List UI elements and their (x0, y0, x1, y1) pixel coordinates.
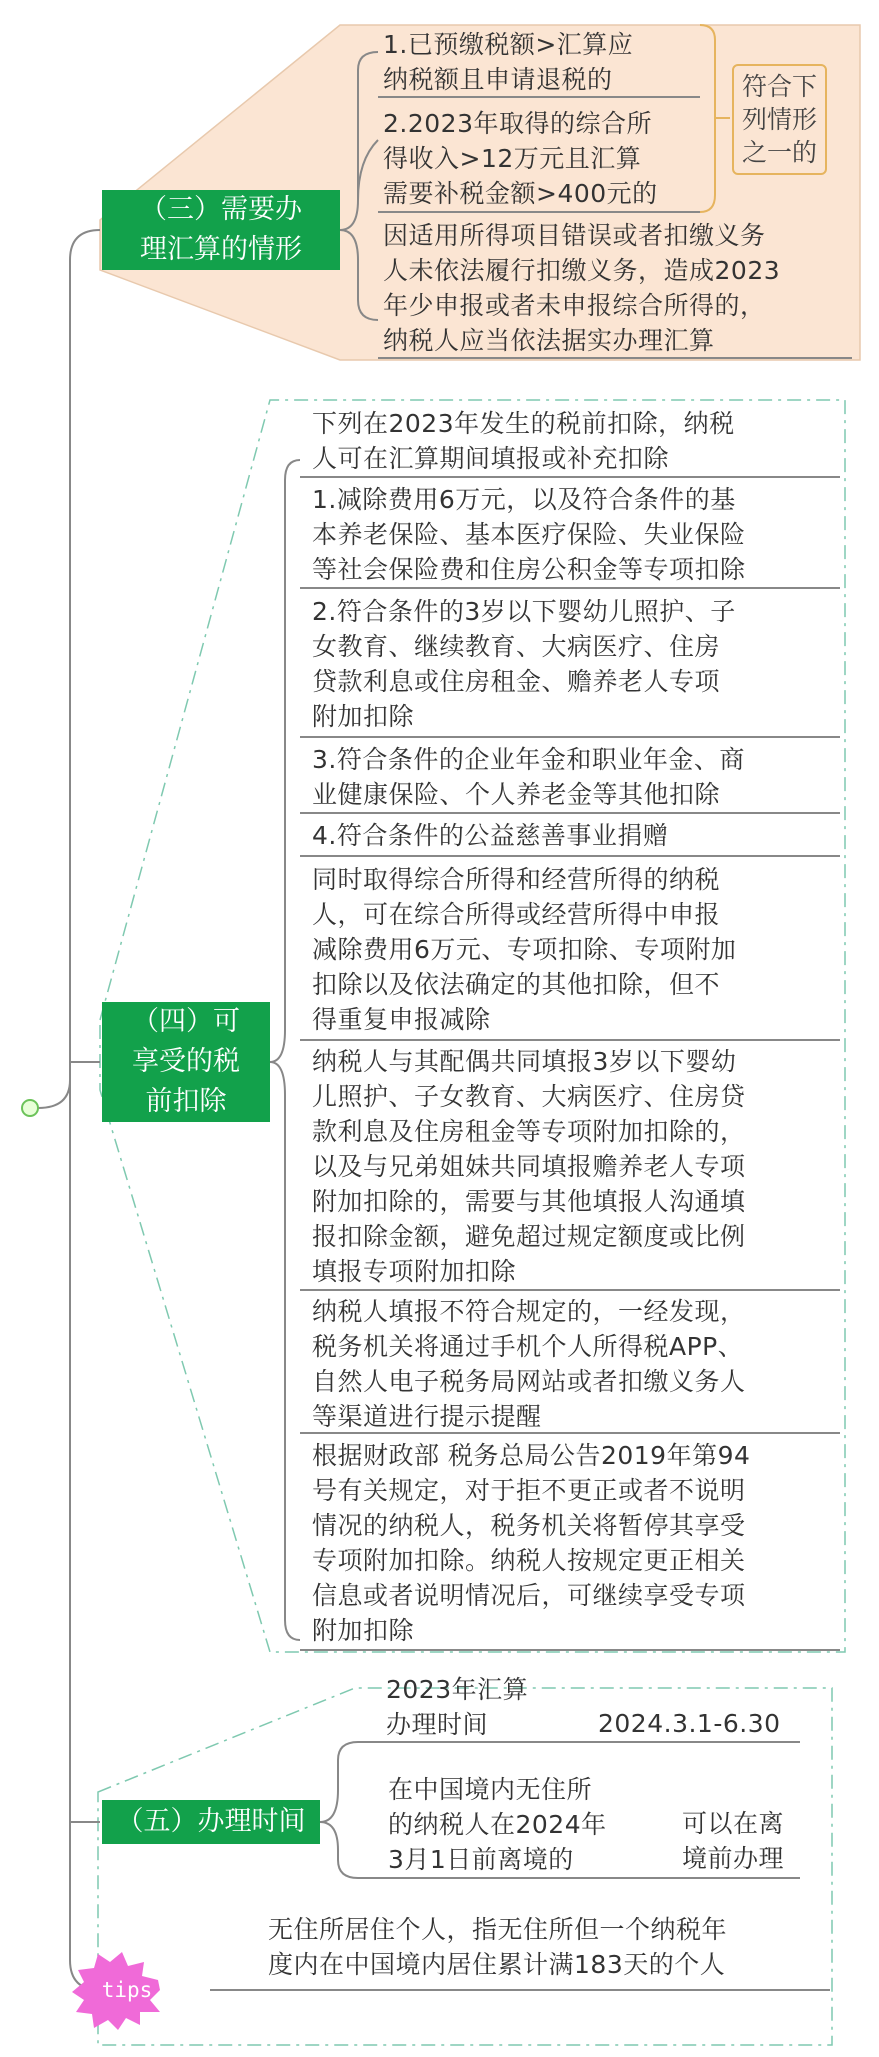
section4-item-2: 2.符合条件的3岁以下婴幼儿照护、子 女教育、继续教育、大病医疗、住房 贷款利息或住房租金、赡养老人专项 附加扣除 (312, 597, 736, 731)
section5-row2-value: 可以在离 境前办理 (682, 1809, 785, 1873)
tips-badge[interactable]: tips (101, 1978, 153, 2002)
section5-row1-value: 2024.3.1-6.30 (598, 1709, 781, 1738)
section4-item-1: 1.减除费用6万元，以及符合条件的基 本养老保险、基本医疗保险、失业保险 等社会保险费和住房公积金等专项扣除 (312, 485, 746, 584)
section4-item-7: 纳税人填报不符合规定的，一经发现， 税务机关将通过手机个人所得税APP、 自然人电子税务局网站或者扣缴义务人 等渠道进行提示提醒 (312, 1297, 746, 1431)
section4-title[interactable]: （四）可 享受的税 前扣除 (102, 1002, 270, 1122)
section3-bracket-label: 符合下 列情形 之一的 (732, 64, 827, 175)
section4-item-8: 根据财政部 税务总局公告2019年第94 号有关规定，对于拒不更正或者不说明 情况的纳税人，税务机关将暂停其享受 专项附加扣除。纳税人按规定更正相关 信息或者说明情况后，可继续享受专项 附加扣除 (312, 1441, 751, 1645)
tips-text: 无住所居住个人，指无住所但一个纳税年 度内在中国境内居住累计满183天的个人 (268, 1915, 728, 1979)
section3-item-3: 因适用所得项目错误或者扣缴义务 人未依法履行扣缴义务，造成2023 年少申报或者未申报综合所得的， 纳税人应当依法据实办理汇算 (383, 221, 781, 355)
section5-title[interactable]: （五）办理时间 (102, 1800, 320, 1844)
section4-item-3: 3.符合条件的企业年金和职业年金、商 业健康保险、个人养老金等其他扣除 (312, 745, 745, 809)
section3-item-2: 2.2023年取得的综合所 得收入>12万元且汇算 需要补税金额>400元的 (383, 109, 658, 208)
section4-item-5: 同时取得综合所得和经营所得的纳税 人，可在综合所得或经营所得中申报 减除费用6万元、专项扣除、专项附加 扣除以及依法确定的其他扣除，但不 得重复申报减除 (312, 865, 737, 1034)
section5-row2-label: 在中国境内无住所 的纳税人在2024年 3月1日前离境的 (388, 1775, 607, 1874)
section4-intro: 下列在2023年发生的税前扣除，纳税 人可在汇算期间填报或补充扣除 (312, 409, 735, 473)
section3-title[interactable]: （三）需要办 理汇算的情形 (102, 190, 340, 270)
section5-row1-label: 2023年汇算 办理时间 (386, 1675, 529, 1739)
section4-item-4: 4.符合条件的公益慈善事业捐赠 (312, 821, 669, 850)
section3-item-1: 1.已预缴税额>汇算应 纳税额且申请退税的 (383, 30, 634, 94)
section4-item-6: 纳税人与其配偶共同填报3岁以下婴幼 儿照护、子女教育、大病医疗、住房贷 款利息及住房租金等专项附加扣除的， 以及与兄弟姐妹共同填报赡养老人专项 附加扣除的，需要与其他填报人沟通填 报扣除金额，避免超过规定额度或比例 填报专项附加扣除 (312, 1047, 746, 1286)
root-node (22, 1100, 38, 1116)
